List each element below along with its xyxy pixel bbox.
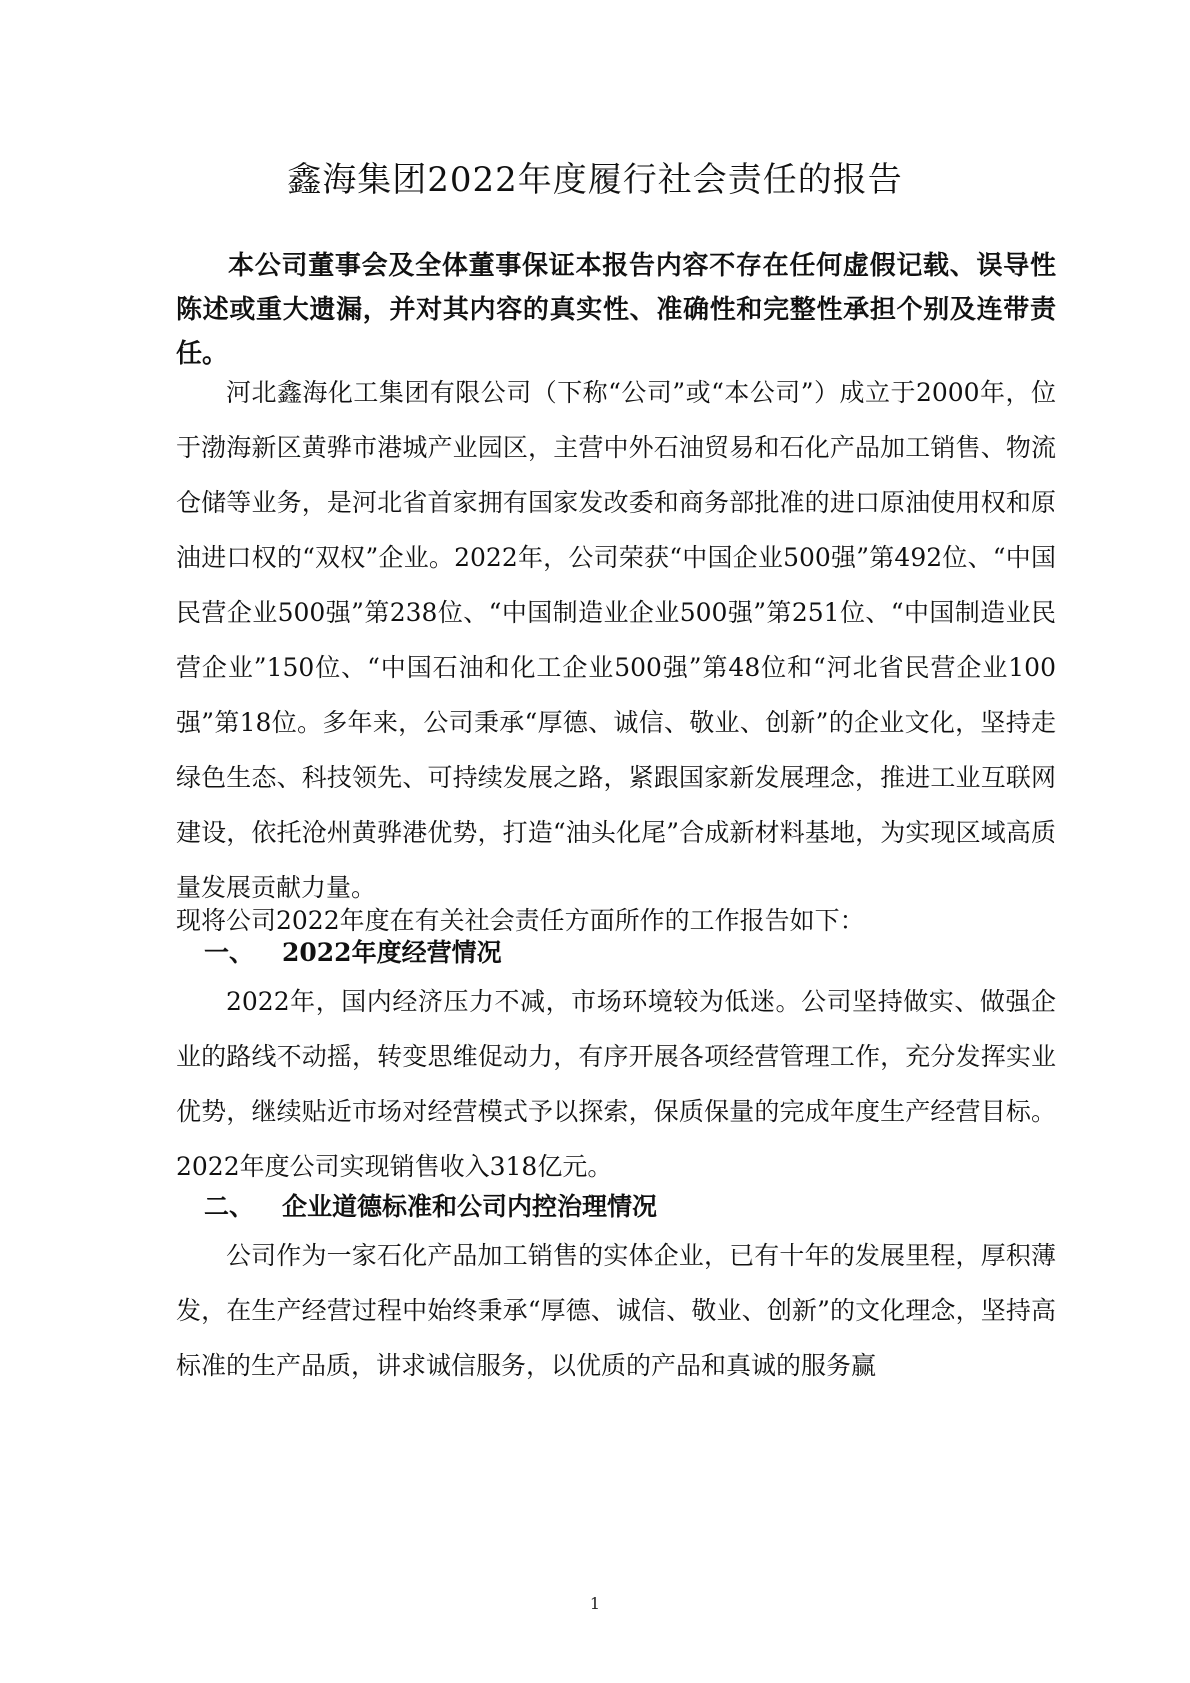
document-title: 鑫海集团2022年度履行社会责任的报告 <box>287 160 903 200</box>
section-heading-2 <box>204 1188 1054 1226</box>
section-title-1: 2022年度经营情况 <box>282 938 502 967</box>
page-number: 1 <box>589 1594 601 1613</box>
section-number-1: 一、 <box>204 938 255 967</box>
board-statement: 本公司董事会及全体董事保证本报告内容不存在任何虚假记载、误导性陈述或重大遗漏，并对其内容的真实性、准确性和完整性承担个别及连带责任。 <box>176 251 1056 369</box>
section-number-2: 二、 <box>204 1192 255 1221</box>
section-heading-1 <box>204 934 1054 972</box>
section-body-2: 公司作为一家石化产品加工销售的实体企业，已有十年的发展里程，厚积薄发，在生产经营过程中始终秉承“厚德、诚信、敬业、创新”的文化理念，坚持高标准的生产品质，讲求诚信服务，以优质的产品和真诚的服务赢 <box>176 1241 1056 1380</box>
company-introduction: 河北鑫海化工集团有限公司（下称“公司”或“本公司”）成立于2000年，位于渤海新区黄骅市港城产业园区，主营中外石油贸易和石化产品加工销售、物流仓储等业务，是河北省首家拥有国家发改委和商务部批准的进口原油使用权和原油进口权的“双权”企业。2022年，公司荣获“中国企业500强”第492位、“中国民营企业500强”第238位、“中国制造业企业500强”第251位、“中国制造业民营企业”150位、“中国石油和化工企业500强”第48位和“河北省民营企业100强”第18位。多年来，公司秉承“厚德、诚信、敬业、创新”的企业文化，坚持走绿色生态、科技领先、可持续发展之路，紧跟国家新发展理念，推进工业互联网建设，依托沧州黄骅港优势，打造“油头化尾”合成新材料基地，为实现区域高质量发展贡献力量。 <box>176 378 1056 902</box>
section-body-1: 2022年，国内经济压力不减，市场环境较为低迷。公司坚持做实、做强企业的路线不动摇，转变思维促动力，有序开展各项经营管理工作，充分发挥实业优势，继续贴近市场对经营模式予以探索，保质保量的完成年度生产经营目标。2022年度公司实现销售收入318亿元。 <box>176 987 1056 1181</box>
introduction-closing: 现将公司2022年度在有关社会责任方面所作的工作报告如下： <box>176 906 865 935</box>
section-title-2: 企业道德标准和公司内控治理情况 <box>282 1192 658 1221</box>
